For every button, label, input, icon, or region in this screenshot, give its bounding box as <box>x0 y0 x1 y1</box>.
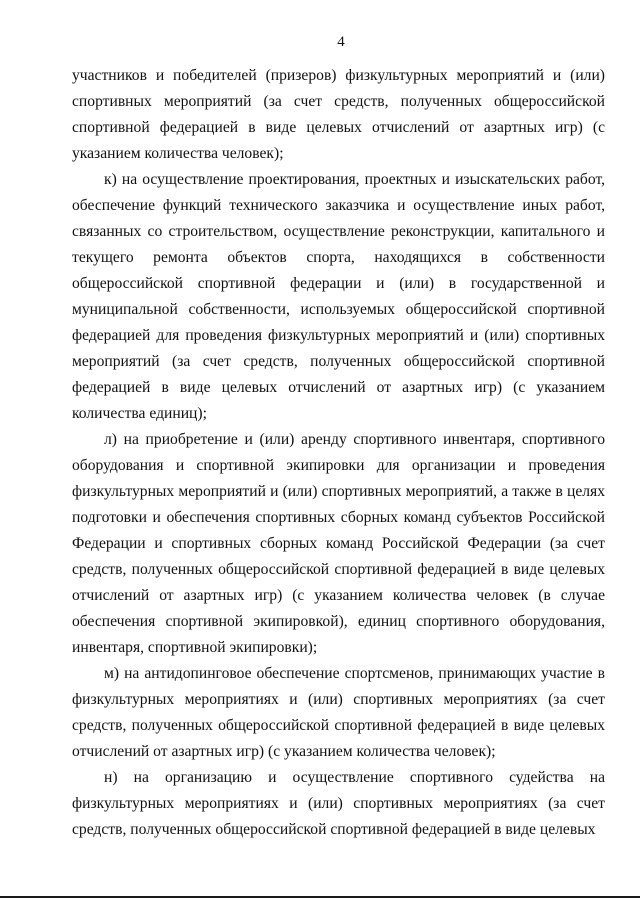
page-number: 4 <box>337 34 345 50</box>
paragraph-continuation: участников и победителей (призеров) физкультурных мероприятий и (или) спортивных мероприятий (за счет средств, полученных общероссийской спортивной федерацией в виде целевых отчислений от азартных игр) (с указанием количества человек); <box>72 67 605 162</box>
paragraph-item-n: н) на организацию и осуществление спортивного судейства на физкультурных мероприятиях и (или) спортивных мероприятиях (за счет средств, полученных общероссийской спортивной федерацией в виде целевых <box>72 769 605 838</box>
paragraph-item-l: л) на приобретение и (или) аренду спортивного инвентаря, спортивного оборудования и спортивной экипировки для организации и проведения физкультурных мероприятий и (или) спортивных мероприятий, а также в целях подготовки и обеспечения спортивных сборных команд субъектов Российской Федерации и спортивных сборных команд Российской Федерации (за счет средств, полученных общероссийской спортивной федерацией в виде целевых отчислений от азартных игр) (с указанием количества человек (в случае обеспечения спортивной экипировкой), единиц спортивного оборудования, инвентаря, спортивной экипировки); <box>72 431 605 656</box>
paragraph-item-m: м) на антидопинговое обеспечение спортсменов, принимающих участие в физкультурных мероприятиях и (или) спортивных мероприятиях (за счет средств, полученных общероссийской спортивной федерацией в виде целевых отчислений от азартных игр) (с указанием количества человек); <box>72 665 605 760</box>
document-body <box>72 63 605 843</box>
paragraph-item-k: к) на осуществление проектирования, проектных и изыскательских работ, обеспечение функций технического заказчика и осуществление иных работ, связанных со строительством, осуществление реконструкции, капитального и текущего ремонта объектов спорта, находящихся в собственности общероссийской спортивной федерации и (или) в государственной и муниципальной собственности, используемых общероссийской спортивной федерацией для проведения физкультурных мероприятий и (или) спортивных мероприятий (за счет средств, полученных общероссийской спортивной федерацией в виде целевых отчислений от азартных игр) (с указанием количества единиц); <box>72 171 605 422</box>
